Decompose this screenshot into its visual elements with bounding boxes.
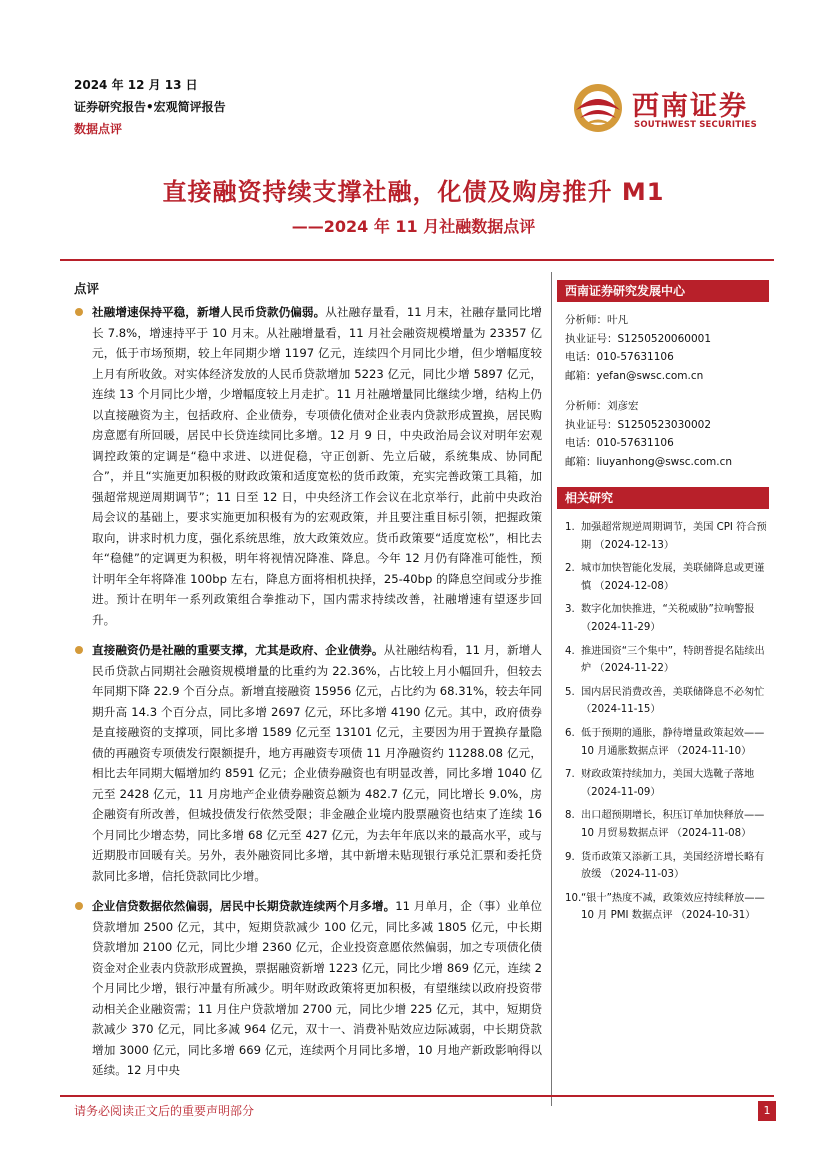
item-number: 8. [565, 810, 575, 822]
list-item[interactable] [565, 643, 769, 678]
list-item[interactable] [565, 519, 769, 554]
paragraph-body: 11 月单月，企（事）业单位贷款增加 2500 亿元，其中，短期贷款减少 100 亿元，同比多减 1805 亿元，中长期贷款增加 2100 亿元，同比少增 2360 亿元，企业投资意愿依然偏弱，加之专项债化债资金对企业表内贷款形成置换，票据融资新增 1223 亿元，同比少增 869 亿元，连续 2 个月同比少增，银行冲量有所减少。明年财政政策将更加积极，有望继续以政府投资带动相关企业融资需；11 月住户贷款增加 2700 元，同比少增 225 亿元，其中，短期贷款减少 370 亿元，同比多减 964 亿元，双十一、消费补贴效应边际减弱，中长期贷款增加 3000 亿元，同比多增 669 亿元，连续两个月同比多增，10 月地产新政影响得以延续。12 月中央 [92, 899, 542, 1077]
southwest-securities-logo [568, 80, 768, 136]
paragraph-body: 从社融存量看，11 月末，社融存量同比增长 7.8%，增速持平于 10 月末。从社融增量看，11 月社会融资规模增量为 23357 亿元，低于市场预期，较上年同期少增 1197 亿元，连续四个月同比少增，但少增幅度较上月有所收敛。对实体经济发放的人民币贷款增加 5223 亿元，同比少增 5897 亿元，连续 13 个月同比少增，少增幅度较上月走扩。11 月社融增量同比继续少增，结构上仍以直接融资为主，包括政府、企业债券，专项债化债对企业表内贷款形成置换，居民购房意愿有所回暖，居民中长贷连续同比多增。12 月 9 日，中央政治局会议对明年宏观调控政策的定调是“稳中求进、以进促稳，守正创新、先立后破，系统集成、协同配合”，并且“实施更加积极的财政政策和适度宽松的货币政策，充实完善政策工具箱，加强超常规逆周期调节”；11 日至 12 日，中央经济工作会议在北京举行，此前中央政治局会议的基础上，要求实施更加积极有为的宏观政策，并且要注重目标引领，把握政策取向，讲求时机力度，强化系统思维，放大政策效应。货币政策要“适度宽松”，相比去年“稳健”的定调更为积极，明年将视情况降准、降息。今年 12 月仍有降准可能性，预计明年全年将降准 100bp 左右，降息方面将相机抉择，25-40bp 的降息空间或分步推进。预计在明年一系列政策组合拳推动下，国内需求持续改善，社融增速有望逐步回升。 [92, 305, 542, 627]
analyst-card [557, 302, 769, 385]
disclaimer-note[interactable]: 请务必阅读正文后的重要声明部分 [74, 1104, 255, 1118]
bullet-icon [75, 308, 83, 316]
list-item[interactable] [565, 807, 769, 842]
related-research-title: 相关研究 [557, 487, 769, 509]
analyst-name: 分析师：叶凡 [565, 314, 628, 326]
item-number: 5. [565, 686, 575, 698]
paragraph-body: 从社融结构看，11 月，新增人民币贷款占同期社会融资规模增量的比重约为 22.36%，占比较上月小幅回升，但较去年同期下降 22.9 个百分点。新增直接融资 15956 亿元，占比约为 68.31%，较去年同期升高 14.3 个百分点，同比多增 2697 亿元，环比多增 4190 亿元。其中，政府债券是直接融资的支撑项，同比多增 1589 亿元至 13101 亿元，主要因为用于置换存量隐债的再融资专项债发行限额提升，地方再融资专项债 11 月净融资约 11288.08 亿元，相比去年同期大幅增加约 8591 亿元；企业债券融资也有明显改善，同比多增 1040 亿元至 2428 亿元，11 月房地产企业债券融资总额为 482.7 亿元，同比增长 9.0%，房企融资有所改善，但城投债发行依然受限；非金融企业境内股票融资也结束了连续 16 个月同比少增态势，同比多增 68 亿元至 427 亿元，为去年年底以来的最高水平，或与近期股市回暖有关。另外，表外融资同比多增，其中新增未贴现银行承兑汇票和委托贷款同比多增，信托贷款同比少增。 [92, 643, 542, 883]
item-text: 推进国资“三个集中”，特朗普提名陆续出炉 （2024-11-22） [581, 645, 765, 675]
analyst-email[interactable]: 邮箱：yefan@swsc.com.cn [565, 369, 704, 382]
header-divider [60, 259, 774, 261]
item-text: 加强超常规逆周期调节，美国 CPI 符合预期 （2024-12-13） [581, 522, 767, 551]
item-text: 货币政策又添新工具，美国经济增长略有放缓 （2024-11-03） [581, 851, 765, 881]
item-number: 7. [565, 769, 575, 781]
analyst-phone: 电话：010-57631106 [565, 351, 674, 363]
item-text: 国内居民消费改善，美联储降息不必匆忙 （2024-11-15） [581, 686, 765, 716]
report-header [74, 74, 226, 140]
report-type: 证券研究报告•宏观简评报告 [74, 100, 226, 114]
analyst-email[interactable]: 邮箱：liuyanhong@swsc.com.cn [565, 455, 733, 468]
paragraph-corporate-credit [74, 896, 542, 1081]
list-item[interactable] [565, 890, 769, 925]
item-number: 4. [565, 645, 575, 657]
sidebar [557, 280, 769, 925]
research-center-title: 西南证券研究发展中心 [557, 280, 769, 302]
item-text: “银十”热度不减，政策效应持续释放——10 月 PMI 数据点评 （2024-10-31） [581, 892, 765, 922]
paragraph-social-financing [74, 302, 542, 630]
related-research-list [557, 509, 769, 925]
item-number: 6. [565, 727, 575, 739]
main-content [74, 302, 542, 1091]
item-number: 10. [565, 892, 582, 904]
logo-english: SOUTHWEST SECURITIES [634, 120, 757, 130]
item-number: 3. [565, 604, 575, 616]
page-number: 1 [758, 1101, 776, 1121]
item-number: 1. [565, 522, 575, 533]
list-item[interactable] [565, 766, 769, 801]
column-divider [551, 272, 552, 1106]
list-item[interactable] [565, 684, 769, 719]
item-number: 2. [565, 563, 575, 575]
list-item[interactable] [565, 601, 769, 636]
paragraph-lead: 直接融资仍是社融的重要支撑，尤其是政府、企业债券。 [92, 643, 384, 657]
report-subtitle: ——2024 年 11 月社融数据点评 [291, 217, 536, 236]
analyst-phone: 电话：010-57631106 [565, 437, 674, 449]
bullet-icon [75, 646, 83, 654]
analyst-cert: 执业证号：S1250523030002 [565, 418, 712, 431]
bullet-icon [75, 902, 83, 910]
report-category: 数据点评 [74, 122, 123, 136]
footer-divider [60, 1095, 774, 1097]
item-text: 财政政策持续加力，美国大选靴子落地 （2024-11-09） [581, 769, 755, 798]
list-item[interactable] [565, 849, 769, 884]
report-date: 2024 年 12 月 13 日 [74, 78, 198, 92]
paragraph-lead: 企业信贷数据依然偏弱，居民中长期贷款连续两个月多增。 [92, 899, 396, 913]
item-text: 数字化加快推进，“关税威胁”拉响警报 （2024-11-29） [581, 604, 755, 633]
list-item[interactable] [565, 725, 769, 760]
item-text: 低于预期的通胀，静待增量政策起效——10 月通胀数据点评 （2024-11-10） [581, 727, 765, 757]
paragraph-lead: 社融增速保持平稳，新增人民币贷款仍偏弱。 [92, 305, 326, 319]
logo-name: 西南证券 [632, 91, 748, 122]
item-text: 城市加快智能化发展，美联储降息或更谨慎 （2024-12-08） [581, 563, 765, 592]
logo-emblem-icon [568, 80, 628, 136]
analyst-cert: 执业证号：S1250520060001 [565, 332, 712, 345]
analyst-card [557, 385, 769, 471]
report-title: 直接融资持续支撑社融，化债及购房推升 M1 [162, 178, 665, 206]
section-label: 点评 [74, 281, 100, 296]
item-text: 出口超预期增长，积压订单加快释放——10 月贸易数据点评 （2024-11-08） [581, 810, 765, 839]
list-item[interactable] [565, 560, 769, 595]
paragraph-direct-financing [74, 640, 542, 886]
analyst-name: 分析师：刘彦宏 [565, 400, 639, 412]
item-number: 9. [565, 851, 575, 863]
